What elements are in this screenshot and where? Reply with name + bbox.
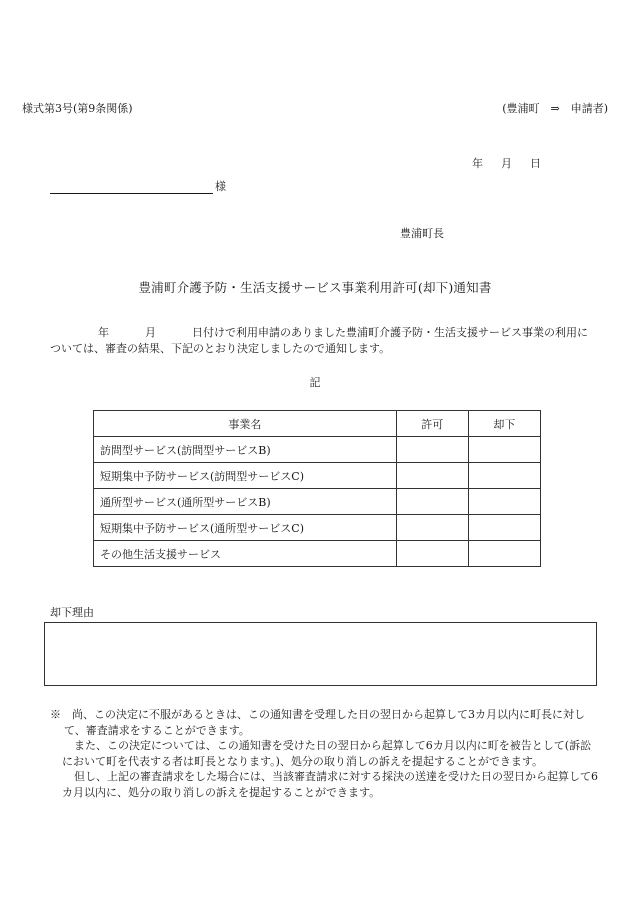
document-title: 豊浦町介護予防・生活支援サービス事業利用許可(却下)通知書 (138, 280, 492, 295)
note-after-appeal: 但し、上記の審査請求をした場合には、当該審査請求に対する採決の送達を受けた日の翌日から起算して6カ月以内に、処分の取り消しの訴えを提起することができます。 (62, 770, 598, 799)
body-year-label: 年 (98, 326, 109, 339)
date-month-label: 月 (501, 157, 512, 170)
addressee-suffix: 様 (215, 180, 226, 193)
service-name-cell: その他生活支援サービス (94, 541, 397, 567)
approved-cell (396, 437, 468, 463)
addressee-line (50, 178, 226, 194)
rejected-cell (468, 541, 540, 567)
service-name-cell: 通所型サービス(通所型サービスB) (94, 489, 397, 515)
body-month-label: 月 (145, 326, 156, 339)
issuer-name: 豊浦町長 (400, 227, 444, 240)
form-number: 様式第3号(第9条関係) (22, 102, 133, 115)
service-name-cell: 訪問型サービス(訪問型サービスB) (94, 437, 397, 463)
notice-direction: (豊浦町 ⇒ 申請者) (502, 102, 608, 115)
rejected-cell (468, 437, 540, 463)
date-day-label: 日 (530, 157, 541, 170)
rejection-reason-label: 却下理由 (50, 606, 94, 619)
approved-cell (396, 489, 468, 515)
rejected-cell (468, 489, 540, 515)
table-row (94, 437, 541, 463)
rejection-reason-box (44, 622, 597, 686)
note-lawsuit: また、この決定については、この通知書を受けた日の翌日から起算して6カ月以内に町を被告として(訴訟において町を代表する者は町長となります。)、処分の取り消しの訴えを提起することができます。 (62, 739, 592, 768)
date-line (472, 155, 541, 171)
service-name-cell: 短期集中予防サービス(通所型サービスC) (94, 515, 397, 541)
approved-cell (396, 515, 468, 541)
service-table (93, 410, 541, 567)
table-row (94, 515, 541, 541)
body-paragraph: 日付けで利用申請のありました豊浦町介護予防・生活支援サービス事業の利用については、審査の結果、下記のとおり決定しましたので通知します。 (50, 326, 588, 355)
table-row (94, 541, 541, 567)
ki-heading: 記 (309, 376, 321, 389)
body-text (50, 325, 595, 357)
table-header-row (94, 411, 541, 437)
approved-cell (396, 463, 468, 489)
rejected-cell (468, 463, 540, 489)
header-approved: 許可 (396, 411, 468, 437)
table-row (94, 463, 541, 489)
rejected-cell (468, 515, 540, 541)
table-row (94, 489, 541, 515)
notes-section (50, 707, 598, 800)
note-appeal: ※ 尚、この決定に不服があるときは、この通知書を受理した日の翌日から起算して3カ月以内に町長に対して、審査請求をすることができます。 (50, 708, 585, 737)
addressee-blank (50, 181, 213, 194)
header-service-name: 事業名 (94, 411, 397, 437)
header-rejected: 却下 (468, 411, 540, 437)
approved-cell (396, 541, 468, 567)
service-name-cell: 短期集中予防サービス(訪問型サービスC) (94, 463, 397, 489)
date-year-label: 年 (472, 157, 483, 170)
